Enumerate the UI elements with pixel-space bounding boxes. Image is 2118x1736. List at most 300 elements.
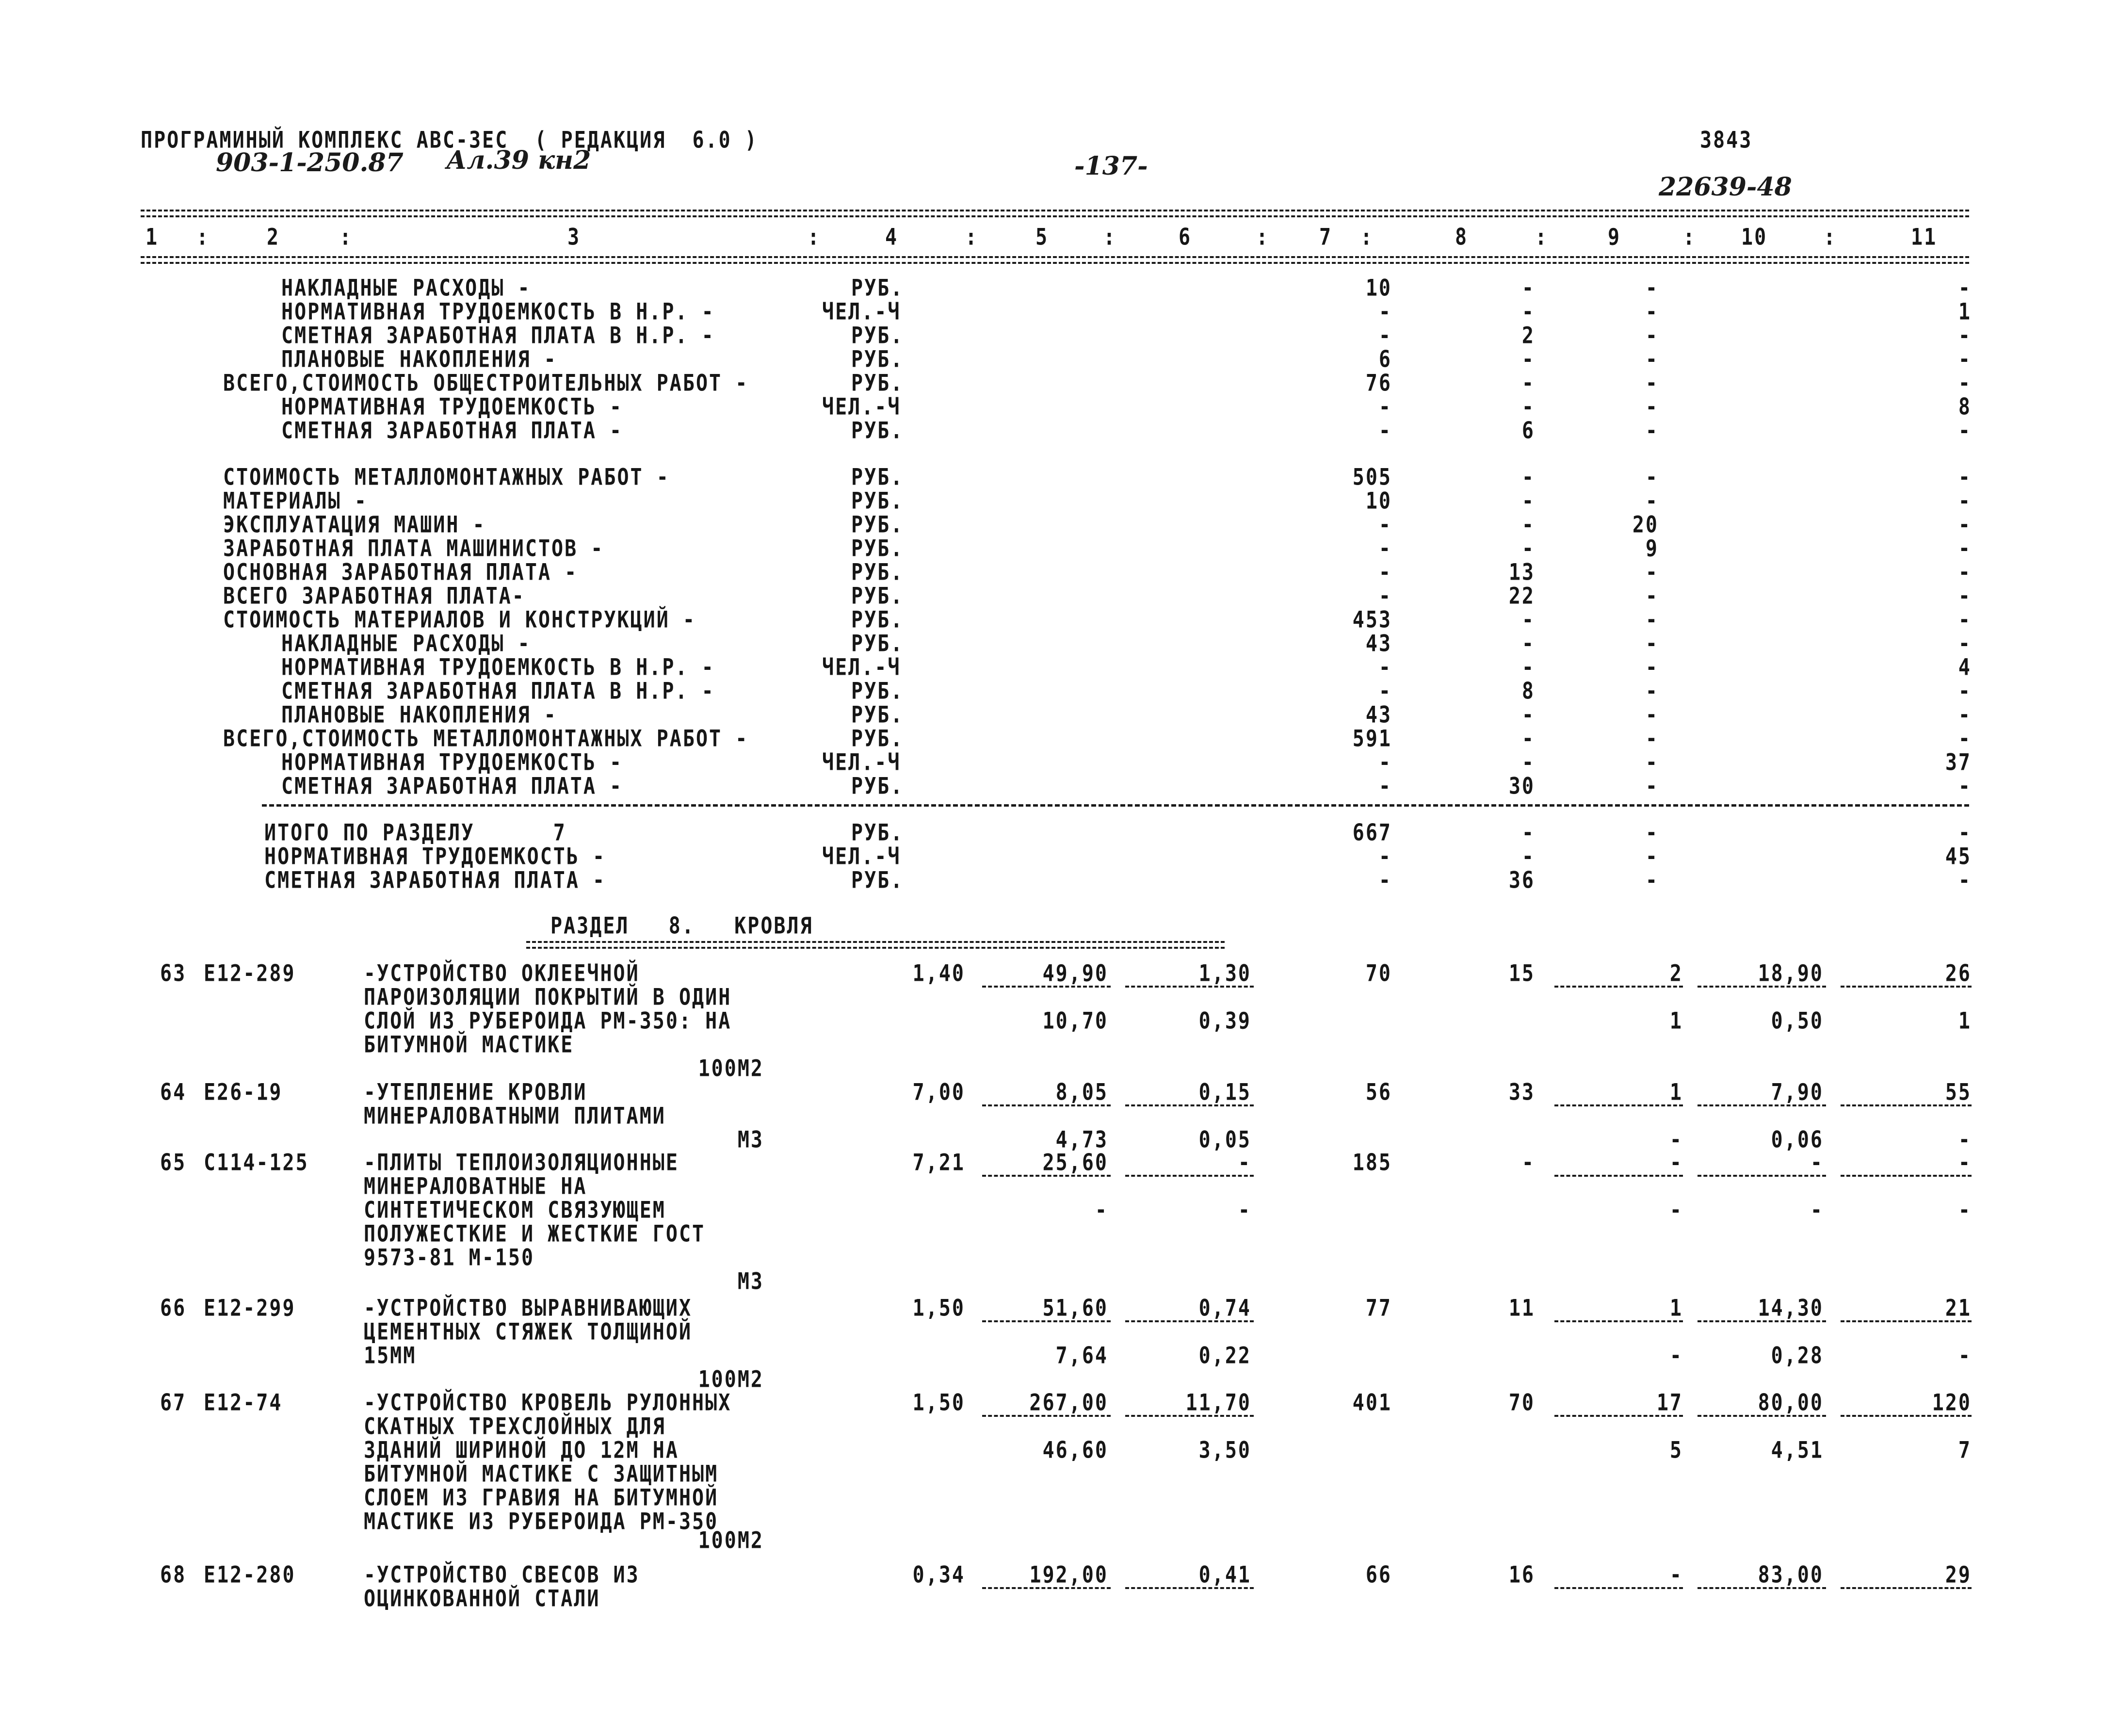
summary-unit: ЧЕЛ.-Ч (822, 654, 901, 681)
summary-label: ВСЕГО,СТОИМОСТЬ ОБЩЕСТРОИТЕЛЬНЫХ РАБОТ - (223, 370, 749, 397)
summary-col11: - (1958, 702, 1972, 729)
summary-col8: - (1521, 346, 1535, 373)
summary-col8: - (1521, 702, 1535, 729)
item-separator (1554, 1320, 1683, 1322)
summary-unit: РУБ. (851, 370, 904, 397)
item-c7: 70 (1365, 960, 1392, 987)
column-number: 10 (1741, 224, 1768, 251)
item-c9: 1 (1669, 1079, 1683, 1106)
summary-col11: - (1958, 678, 1972, 705)
item-c6: 11,70 (1185, 1390, 1251, 1416)
item-c8: 15 (1508, 960, 1535, 987)
summary-label: НАКЛАДНЫЕ РАСХОДЫ - (281, 275, 531, 302)
item-unit: 100М2 (698, 1055, 764, 1082)
item-separator (1841, 986, 1972, 988)
summary-unit: РУБ. (851, 418, 904, 444)
summary-col9: - (1645, 583, 1659, 610)
item-description-line: ЦЕМЕНТНЫХ СТЯЖЕК ТОЛЩИНОЙ (364, 1319, 693, 1346)
item-c11b: 1 (1958, 1008, 1972, 1035)
item-separator (982, 1175, 1111, 1177)
summary-col7: 10 (1365, 275, 1392, 302)
summary-col9: - (1645, 678, 1659, 705)
summary-col11: - (1958, 607, 1972, 633)
item-c8: 16 (1508, 1562, 1535, 1589)
summary-col8: - (1521, 535, 1535, 562)
column-number: : (340, 224, 353, 251)
item-separator (982, 1587, 1111, 1589)
totals-col8: 36 (1508, 867, 1535, 894)
item-c8: 70 (1508, 1390, 1535, 1416)
item-c6: 0,74 (1198, 1295, 1251, 1322)
item-c11b: - (1958, 1197, 1972, 1224)
item-c9: 2 (1669, 960, 1683, 987)
summary-col7: - (1378, 749, 1392, 776)
summary-col7: - (1378, 654, 1392, 681)
item-c5b: 10,70 (1042, 1008, 1108, 1035)
item-c10b: 4,51 (1771, 1437, 1824, 1464)
item-c7: 185 (1352, 1150, 1392, 1176)
item-number: 67 (160, 1390, 187, 1416)
page-number: -137- (1074, 151, 1148, 181)
totals-col7: - (1378, 867, 1392, 894)
summary-col7: 43 (1365, 702, 1392, 729)
summary-unit: ЧЕЛ.-Ч (822, 394, 901, 421)
column-number: 1 (146, 224, 159, 251)
item-c10b: - (1810, 1197, 1824, 1224)
summary-col7: - (1378, 512, 1392, 538)
item-c6: 1,30 (1198, 960, 1251, 987)
summary-col7: - (1378, 678, 1392, 705)
item-separator (1554, 1415, 1683, 1417)
item-description-line: МИНЕРАЛОВАТНЫЕ НА (364, 1173, 587, 1200)
summary-col11: - (1958, 488, 1972, 515)
item-c11: 29 (1945, 1562, 1972, 1589)
item-description-line: МИНЕРАЛОВАТНЫМИ ПЛИТАМИ (364, 1103, 666, 1130)
item-c5: 49,90 (1042, 960, 1108, 987)
summary-label: НОРМАТИВНАЯ ТРУДОЕМКОСТЬ В Н.Р. - (281, 654, 715, 681)
column-number: : (1824, 224, 1837, 251)
summary-col7: 6 (1378, 346, 1392, 373)
item-separator (1698, 1415, 1826, 1417)
item-c5b: 7,64 (1055, 1343, 1108, 1369)
section-title: РАЗДЕЛ 8. КРОВЛЯ (550, 913, 813, 940)
item-c9b: 1 (1669, 1008, 1683, 1035)
item-c8: 11 (1508, 1295, 1535, 1322)
totals-col9: - (1645, 844, 1659, 870)
column-number: : (808, 224, 821, 251)
summary-col9: - (1645, 559, 1659, 586)
summary-col7: - (1378, 773, 1392, 800)
summary-label: ОСНОВНАЯ ЗАРАБОТНАЯ ПЛАТА - (223, 559, 578, 586)
item-description-line: БИТУМНОЙ МАСТИКЕ (364, 1032, 574, 1058)
summary-col7: - (1378, 559, 1392, 586)
summary-col8: - (1521, 488, 1535, 515)
summary-unit: ЧЕЛ.-Ч (822, 299, 901, 325)
item-separator (1125, 1104, 1254, 1106)
program-header: ПРОГРАМИНЫЙ КОМПЛЕКС АВС-3ЕС ( РЕДАКЦИЯ 6.0 ) (141, 127, 758, 154)
item-number: 63 (160, 960, 187, 987)
item-separator (1554, 1104, 1683, 1106)
item-c11b: 7 (1958, 1437, 1972, 1464)
archive-number: 22639-48 (1659, 172, 1792, 202)
summary-col11: - (1958, 370, 1972, 397)
item-c6: - (1238, 1150, 1251, 1176)
summary-unit: РУБ. (851, 702, 904, 729)
summary-col8: 8 (1521, 678, 1535, 705)
item-description-line: 9573-81 М-150 (364, 1245, 535, 1271)
summary-label: ЗАРАБОТНАЯ ПЛАТА МАШИНИСТОВ - (223, 535, 604, 562)
summary-col9: 20 (1632, 512, 1659, 538)
item-c7: 401 (1352, 1390, 1392, 1416)
column-number: 2 (267, 224, 280, 251)
summary-col9: - (1645, 418, 1659, 444)
summary-label: СМЕТНАЯ ЗАРАБОТНАЯ ПЛАТА - (281, 773, 623, 800)
item-c11b: - (1958, 1127, 1972, 1153)
item-description-line: СЛОЙ ИЗ РУБЕРОИДА РМ-350: НА (364, 1008, 732, 1035)
item-unit: М3 (737, 1127, 764, 1153)
item-c10b: 0,50 (1771, 1008, 1824, 1035)
summary-col11: - (1958, 512, 1972, 538)
summary-col11: - (1958, 583, 1972, 610)
totals-col7: - (1378, 844, 1392, 870)
item-unit: М3 (737, 1268, 764, 1295)
summary-label: НАКЛАДНЫЕ РАСХОДЫ - (281, 631, 531, 657)
item-separator (1554, 1175, 1683, 1177)
summary-unit: РУБ. (851, 275, 904, 302)
summary-col9: - (1645, 702, 1659, 729)
item-c4: 7,21 (912, 1150, 965, 1176)
item-c6b: 0,39 (1198, 1008, 1251, 1035)
totals-col8: - (1521, 820, 1535, 846)
totals-separator (262, 804, 1969, 807)
totals-col9: - (1645, 820, 1659, 846)
summary-col7: 10 (1365, 488, 1392, 515)
item-separator (1554, 1587, 1683, 1589)
item-separator (1554, 986, 1683, 988)
summary-col9: - (1645, 488, 1659, 515)
summary-col9: - (1645, 631, 1659, 657)
item-separator (982, 1104, 1111, 1106)
column-number: : (1256, 224, 1270, 251)
summary-label: ЭКСПЛУАТАЦИЯ МАШИН - (223, 512, 486, 538)
item-c11b: - (1958, 1343, 1972, 1369)
summary-label: НОРМАТИВНАЯ ТРУДОЕМКОСТЬ В Н.Р. - (281, 299, 715, 325)
item-c8: 33 (1508, 1079, 1535, 1106)
summary-col8: - (1521, 464, 1535, 491)
summary-unit: РУБ. (851, 464, 904, 491)
item-c4: 0,34 (912, 1562, 965, 1589)
item-c9: - (1669, 1562, 1683, 1589)
summary-unit: РУБ. (851, 631, 904, 657)
summary-col8: - (1521, 394, 1535, 421)
item-c7: 77 (1365, 1295, 1392, 1322)
item-separator (1698, 986, 1826, 988)
summary-col8: - (1521, 370, 1535, 397)
totals-unit: РУБ. (851, 867, 904, 894)
item-c5b: 46,60 (1042, 1437, 1108, 1464)
item-c6b: 0,22 (1198, 1343, 1251, 1369)
column-number: : (1683, 224, 1697, 251)
item-separator (1841, 1175, 1972, 1177)
column-number: 3 (567, 224, 581, 251)
column-number: : (1535, 224, 1549, 251)
item-code: Е26-19 (204, 1079, 283, 1106)
summary-unit: РУБ. (851, 323, 904, 349)
summary-col11: - (1958, 418, 1972, 444)
item-separator (1125, 1415, 1254, 1417)
summary-unit: РУБ. (851, 726, 904, 752)
summary-label: СМЕТНАЯ ЗАРАБОТНАЯ ПЛАТА В Н.Р. - (281, 678, 715, 705)
item-c7: 66 (1365, 1562, 1392, 1589)
item-c5b: 4,73 (1055, 1127, 1108, 1153)
item-c10: 14,30 (1758, 1295, 1824, 1322)
summary-col8: 30 (1508, 773, 1535, 800)
summary-col7: 43 (1365, 631, 1392, 657)
summary-col8: 22 (1508, 583, 1535, 610)
item-c6b: - (1238, 1197, 1251, 1224)
item-separator (1125, 986, 1254, 988)
item-code: Е12-280 (204, 1562, 296, 1589)
column-number: 6 (1179, 224, 1192, 251)
item-description-line: -ПЛИТЫ ТЕПЛОИЗОЛЯЦИОННЫЕ (364, 1150, 679, 1176)
summary-col11: 8 (1958, 394, 1972, 421)
summary-col8: - (1521, 512, 1535, 538)
summary-col7: 453 (1352, 607, 1392, 633)
item-description-line: ОЦИНКОВАННОЙ СТАЛИ (364, 1586, 600, 1612)
summary-unit: РУБ. (851, 488, 904, 515)
item-c5b: - (1095, 1197, 1108, 1224)
summary-unit: РУБ. (851, 346, 904, 373)
item-separator (982, 1320, 1111, 1322)
item-description-line: -УСТРОЙСТВО КРОВЕЛЬ РУЛОННЫХ (364, 1390, 732, 1416)
item-c4: 7,00 (912, 1079, 965, 1106)
summary-col9: - (1645, 323, 1659, 349)
summary-col8: - (1521, 654, 1535, 681)
item-c6b: 3,50 (1198, 1437, 1251, 1464)
item-description-line: СЛОЕМ ИЗ ГРАВИЯ НА БИТУМНОЙ (364, 1485, 719, 1511)
summary-label: СТОИМОСТЬ МЕТАЛЛОМОНТАЖНЫХ РАБОТ - (223, 464, 670, 491)
item-unit: 100М2 (698, 1366, 764, 1393)
item-number: 66 (160, 1295, 187, 1322)
item-c11: - (1958, 1150, 1972, 1176)
item-c11: 120 (1932, 1390, 1972, 1416)
column-number: : (1103, 224, 1117, 251)
summary-label: СТОИМОСТЬ МАТЕРИАЛОВ И КОНСТРУКЦИЙ - (223, 607, 696, 633)
summary-col11: - (1958, 631, 1972, 657)
item-separator (1698, 1320, 1826, 1322)
item-separator (1125, 1175, 1254, 1177)
summary-col9: - (1645, 275, 1659, 302)
stamp-number: 3843 (1700, 127, 1753, 154)
item-separator (1698, 1587, 1826, 1589)
item-description-line: ПОЛУЖЕСТКИЕ И ЖЕСТКИЕ ГОСТ (364, 1221, 706, 1248)
summary-col8: - (1521, 607, 1535, 633)
item-c4: 1,40 (912, 960, 965, 987)
totals-label: СМЕТНАЯ ЗАРАБОТНАЯ ПЛАТА - (264, 867, 606, 894)
item-description-line: ЗДАНИЙ ШИРИНОЙ ДО 12М НА (364, 1437, 679, 1464)
summary-col8: - (1521, 299, 1535, 325)
summary-col11: - (1958, 323, 1972, 349)
item-c10b: 0,06 (1771, 1127, 1824, 1153)
header-top-rule (141, 210, 1969, 217)
item-unit: 100М2 (698, 1527, 764, 1554)
totals-col9: - (1645, 867, 1659, 894)
column-number: : (1360, 224, 1374, 251)
item-description-line: -УТЕПЛЕНИЕ КРОВЛИ (364, 1079, 587, 1106)
summary-col7: - (1378, 583, 1392, 610)
column-number: : (965, 224, 979, 251)
item-c4: 1,50 (912, 1295, 965, 1322)
item-c10: 80,00 (1758, 1390, 1824, 1416)
summary-col11: - (1958, 559, 1972, 586)
summary-col11: - (1958, 726, 1972, 752)
item-c5: 8,05 (1055, 1079, 1108, 1106)
summary-unit: РУБ. (851, 678, 904, 705)
summary-label: ПЛАНОВЫЕ НАКОПЛЕНИЯ - (281, 702, 557, 729)
item-c6: 0,41 (1198, 1562, 1251, 1589)
summary-col8: - (1521, 631, 1535, 657)
summary-label: ВСЕГО,СТОИМОСТЬ МЕТАЛЛОМОНТАЖНЫХ РАБОТ - (223, 726, 749, 752)
summary-label: МАТЕРИАЛЫ - (223, 488, 368, 515)
summary-unit: РУБ. (851, 559, 904, 586)
summary-col9: - (1645, 749, 1659, 776)
column-number: 11 (1911, 224, 1938, 251)
item-separator (1841, 1104, 1972, 1106)
summary-col11: 37 (1945, 749, 1972, 776)
summary-label: ВСЕГО ЗАРАБОТНАЯ ПЛАТА- (223, 583, 525, 610)
summary-col8: 13 (1508, 559, 1535, 586)
item-code: С114-125 (204, 1150, 309, 1176)
item-description-line: СИНТЕТИЧЕСКОМ СВЯЗУЮЩЕМ (364, 1197, 666, 1224)
summary-col11: - (1958, 346, 1972, 373)
item-description-line: СКАТНЫХ ТРЕХСЛОЙНЫХ ДЛЯ (364, 1413, 666, 1440)
summary-col7: - (1378, 394, 1392, 421)
summary-col7: - (1378, 535, 1392, 562)
item-c10: 18,90 (1758, 960, 1824, 987)
summary-col8: - (1521, 275, 1535, 302)
column-number: 9 (1608, 224, 1621, 251)
doc-code: 903-1-250.87 (216, 148, 404, 178)
item-c5: 25,60 (1042, 1150, 1108, 1176)
summary-col11: - (1958, 535, 1972, 562)
summary-col8: - (1521, 726, 1535, 752)
summary-col11: - (1958, 275, 1972, 302)
summary-col7: - (1378, 418, 1392, 444)
item-c11: 21 (1945, 1295, 1972, 1322)
totals-unit: ЧЕЛ.-Ч (822, 844, 901, 870)
item-c5: 192,00 (1029, 1562, 1108, 1589)
column-number: 5 (1035, 224, 1049, 251)
totals-col11: - (1958, 820, 1972, 846)
item-number: 68 (160, 1562, 187, 1589)
summary-unit: РУБ. (851, 607, 904, 633)
summary-col7: 505 (1352, 464, 1392, 491)
summary-col11: 1 (1958, 299, 1972, 325)
summary-col8: 6 (1521, 418, 1535, 444)
item-c9: - (1669, 1150, 1683, 1176)
column-number: : (196, 224, 210, 251)
item-c10: 7,90 (1771, 1079, 1824, 1106)
summary-col9: - (1645, 299, 1659, 325)
summary-col9: - (1645, 346, 1659, 373)
column-number: 8 (1455, 224, 1469, 251)
summary-unit: РУБ. (851, 535, 904, 562)
item-separator (982, 1415, 1111, 1417)
totals-col11: - (1958, 867, 1972, 894)
header-bottom-rule (141, 256, 1969, 264)
totals-unit: РУБ. (851, 820, 904, 846)
item-c11: 55 (1945, 1079, 1972, 1106)
item-c10b: 0,28 (1771, 1343, 1824, 1369)
summary-unit: РУБ. (851, 773, 904, 800)
item-c5: 267,00 (1029, 1390, 1108, 1416)
totals-label: НОРМАТИВНАЯ ТРУДОЕМКОСТЬ - (264, 844, 606, 870)
item-description-line: 15ММ (364, 1343, 417, 1369)
summary-col7: - (1378, 323, 1392, 349)
item-separator (1698, 1104, 1826, 1106)
item-separator (1698, 1175, 1826, 1177)
summary-col11: - (1958, 773, 1972, 800)
summary-col9: - (1645, 773, 1659, 800)
summary-col8: 2 (1521, 323, 1535, 349)
item-c9b: - (1669, 1197, 1683, 1224)
item-code: Е12-289 (204, 960, 296, 987)
summary-col7: 591 (1352, 726, 1392, 752)
item-c9: 1 (1669, 1295, 1683, 1322)
summary-col9: - (1645, 464, 1659, 491)
item-number: 65 (160, 1150, 187, 1176)
item-c8: - (1521, 1150, 1535, 1176)
item-c10: 83,00 (1758, 1562, 1824, 1589)
section-underline (526, 941, 1225, 949)
summary-col9: - (1645, 726, 1659, 752)
summary-label: НОРМАТИВНАЯ ТРУДОЕМКОСТЬ - (281, 749, 623, 776)
item-description-line: БИТУМНОЙ МАСТИКЕ С ЗАЩИТНЫМ (364, 1461, 719, 1488)
summary-label: ПЛАНОВЫЕ НАКОПЛЕНИЯ - (281, 346, 557, 373)
column-number: 7 (1319, 224, 1333, 251)
summary-unit: РУБ. (851, 583, 904, 610)
item-c9: 17 (1656, 1390, 1683, 1416)
totals-col11: 45 (1945, 844, 1972, 870)
item-c10: - (1810, 1150, 1824, 1176)
summary-col11: 4 (1958, 654, 1972, 681)
item-c7: 56 (1365, 1079, 1392, 1106)
item-c11: 26 (1945, 960, 1972, 987)
item-c6: 0,15 (1198, 1079, 1251, 1106)
item-description-line: -УСТРОЙСТВО ОКЛЕЕЧНОЙ (364, 960, 640, 987)
summary-col8: - (1521, 749, 1535, 776)
item-separator (1841, 1320, 1972, 1322)
column-number: 4 (885, 224, 899, 251)
summary-col7: 76 (1365, 370, 1392, 397)
summary-col7: - (1378, 299, 1392, 325)
summary-label: НОРМАТИВНАЯ ТРУДОЕМКОСТЬ - (281, 394, 623, 421)
totals-label: ИТОГО ПО РАЗДЕЛУ 7 (264, 820, 566, 846)
item-code: Е12-74 (204, 1390, 283, 1416)
summary-label: СМЕТНАЯ ЗАРАБОТНАЯ ПЛАТА - (281, 418, 623, 444)
summary-col11: - (1958, 464, 1972, 491)
totals-col7: 667 (1352, 820, 1392, 846)
summary-unit: РУБ. (851, 512, 904, 538)
item-c9b: - (1669, 1343, 1683, 1369)
item-c9b: 5 (1669, 1437, 1683, 1464)
summary-col9: - (1645, 607, 1659, 633)
item-c6b: 0,05 (1198, 1127, 1251, 1153)
totals-col8: - (1521, 844, 1535, 870)
summary-col9: 9 (1645, 535, 1659, 562)
item-description-line: -УСТРОЙСТВО СВЕСОВ ИЗ (364, 1562, 640, 1589)
item-c5: 51,60 (1042, 1295, 1108, 1322)
